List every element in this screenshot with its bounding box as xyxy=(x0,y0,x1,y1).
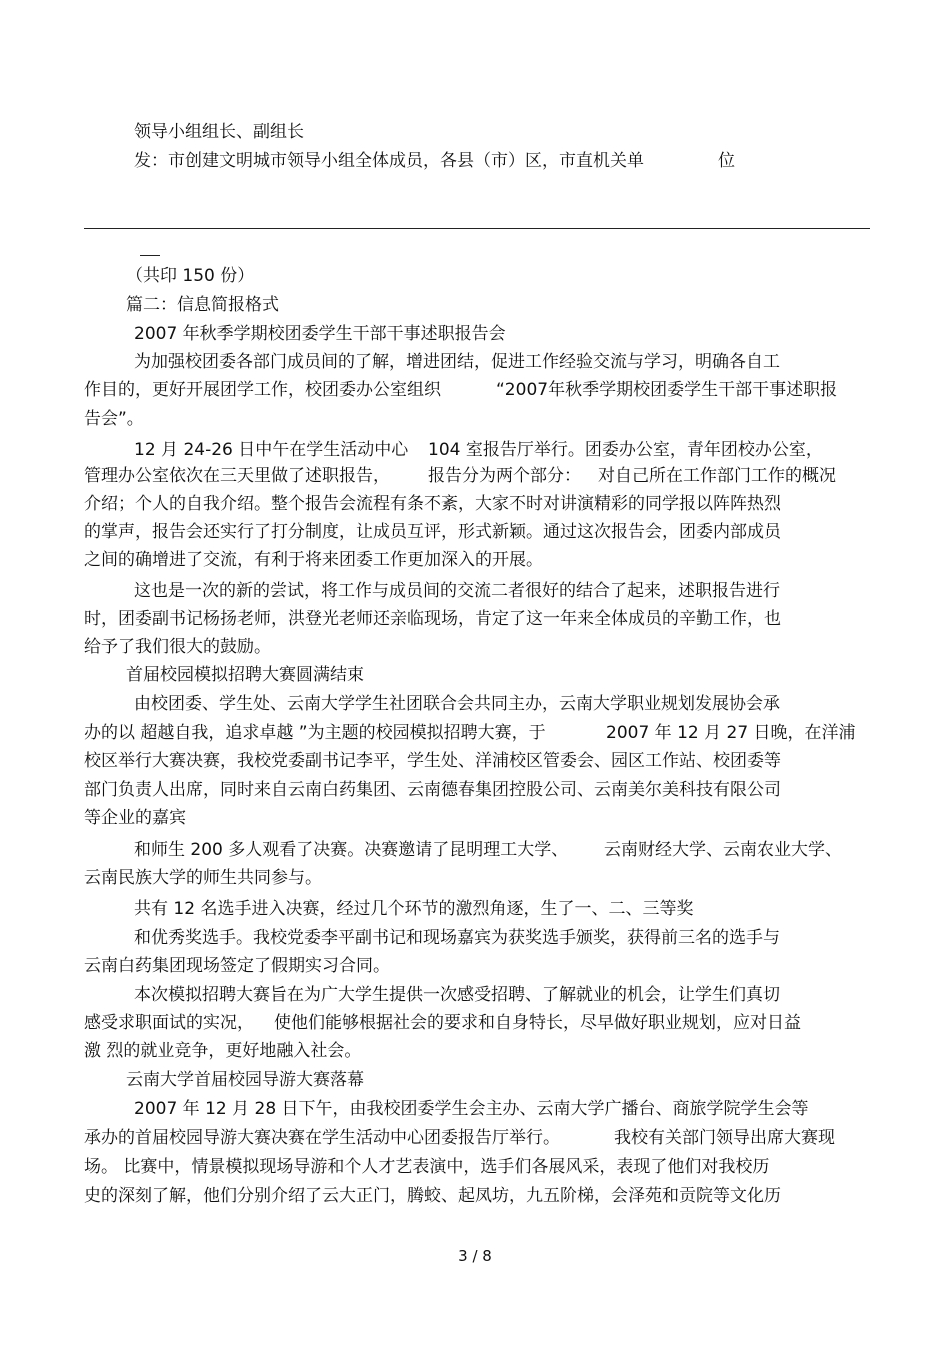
text-line: 和师生 200 多人观看了决赛。决赛邀请了昆明理工大学、 xyxy=(134,840,569,860)
text-line: 我校有关部门领导出席大赛现 xyxy=(614,1128,835,1148)
text-line: 位 xyxy=(718,151,735,171)
section-heading: 篇二：信息简报格式 xyxy=(126,295,279,315)
text-line: 感受求职面试的实况， xyxy=(84,1013,254,1033)
divider-line-continuation xyxy=(140,255,160,256)
divider-line xyxy=(84,228,870,229)
text-line: 场。 比赛中，情景模拟现场导游和个人才艺表演中，选手们各展风采，表现了他们对我校历 xyxy=(84,1157,770,1177)
text-line: 这也是一次的新的尝试，将工作与成员间的交流二者很好的结合了起来，述职报告进行 xyxy=(134,581,780,601)
text-line: 给予了我们很大的鼓励。 xyxy=(84,637,271,657)
text-line: 等企业的嘉宾 xyxy=(84,808,186,828)
text-line: 史的深刻了解，他们分别介绍了云大正门，腾蛟、起凤坊，九五阶梯，会泽苑和贡院等文化历 xyxy=(84,1186,781,1206)
article-title: 首届校园模拟招聘大赛圆满结束 xyxy=(126,665,364,685)
text-line: 为加强校团委各部门成员间的了解，增进团结，促进工作经验交流与学习，明确各自工 xyxy=(134,352,780,372)
text-line: 云南白药集团现场签定了假期实习合同。 xyxy=(84,956,390,976)
text-line: 2007 年 12 月 27 日晚，在洋浦 xyxy=(606,723,856,743)
text-line: 之间的确增进了交流，有利于将来团委工作更加深入的开展。 xyxy=(84,550,543,570)
text-line: 对自己所在工作部门工作的概况 xyxy=(598,466,836,486)
text-line: 由校团委、学生处、云南大学学生社团联合会共同主办，云南大学职业规划发展协会承 xyxy=(134,694,780,714)
text-line: 领导小组组长、副组长 xyxy=(134,122,304,142)
text-line: 104 室报告厅举行。团委办公室，青年团校办公室， xyxy=(428,440,823,460)
text-line: “2007年秋季学期校团委学生干部干事述职报 xyxy=(496,380,838,400)
text-line: （共印 150 份） xyxy=(126,266,255,286)
text-line: 发：市创建文明城市领导小组全体成员，各县（市）区，市直机关单 xyxy=(134,151,644,171)
text-line: 告会”。 xyxy=(84,409,144,429)
text-line: 激 烈的就业竞争，更好地融入社会。 xyxy=(84,1041,362,1061)
text-line: 部门负责人出席，同时来自云南白药集团、云南德春集团控股公司、云南美尔美科技有限公司 xyxy=(84,780,781,800)
text-line: 办的以 超越自我，追求卓越 ”为主题的校园模拟招聘大赛，于 xyxy=(84,723,546,743)
text-line: 和优秀奖选手。我校党委李平副书记和现场嘉宾为获奖选手颁奖，获得前三名的选手与 xyxy=(134,928,780,948)
text-line: 承办的首届校园导游大赛决赛在学生活动中心团委报告厅举行。 xyxy=(84,1128,560,1148)
text-line: 作目的，更好开展团学工作，校团委办公室组织 xyxy=(84,380,441,400)
text-line: 云南民族大学的师生共同参与。 xyxy=(84,868,322,888)
text-line: 12 月 24-26 日中午在学生活动中心 xyxy=(134,440,409,460)
page-number: 3 / 8 xyxy=(458,1247,492,1265)
text-line: 2007 年 12 月 28 日下午，由我校团委学生会主办、云南大学广播台、商旅学院学生会等 xyxy=(134,1099,809,1119)
text-line: 管理办公室依次在三天里做了述职报告， xyxy=(84,466,390,486)
text-line: 校区举行大赛决赛，我校党委副书记李平，学生处、洋浦校区管委会、园区工作站、校团委等 xyxy=(84,751,781,771)
text-line: 共有 12 名选手进入决赛，经过几个环节的激烈角逐，生了一、二、三等奖 xyxy=(134,899,694,919)
article-title: 云南大学首届校园导游大赛落幕 xyxy=(126,1070,364,1090)
text-line: 使他们能够根据社会的要求和自身特长，尽早做好职业规划，应对日益 xyxy=(274,1013,801,1033)
text-line: 的掌声，报告会还实行了打分制度，让成员互评，形式新颖。通过这次报告会，团委内部成员 xyxy=(84,522,781,542)
text-line: 介绍；个人的自我介绍。整个报告会流程有条不紊，大家不时对讲演精彩的同学报以阵阵热烈 xyxy=(84,494,781,514)
article-title: 2007 年秋季学期校团委学生干部干事述职报告会 xyxy=(134,324,506,344)
text-line: 云南财经大学、云南农业大学、 xyxy=(604,840,842,860)
text-line: 本次模拟招聘大赛旨在为广大学生提供一次感受招聘、了解就业的机会，让学生们真切 xyxy=(134,985,780,1005)
text-line: 报告分为两个部分： xyxy=(428,466,581,486)
text-line: 时，团委副书记杨扬老师，洪登光老师还亲临现场，肯定了这一年来全体成员的辛勤工作，也 xyxy=(84,609,781,629)
